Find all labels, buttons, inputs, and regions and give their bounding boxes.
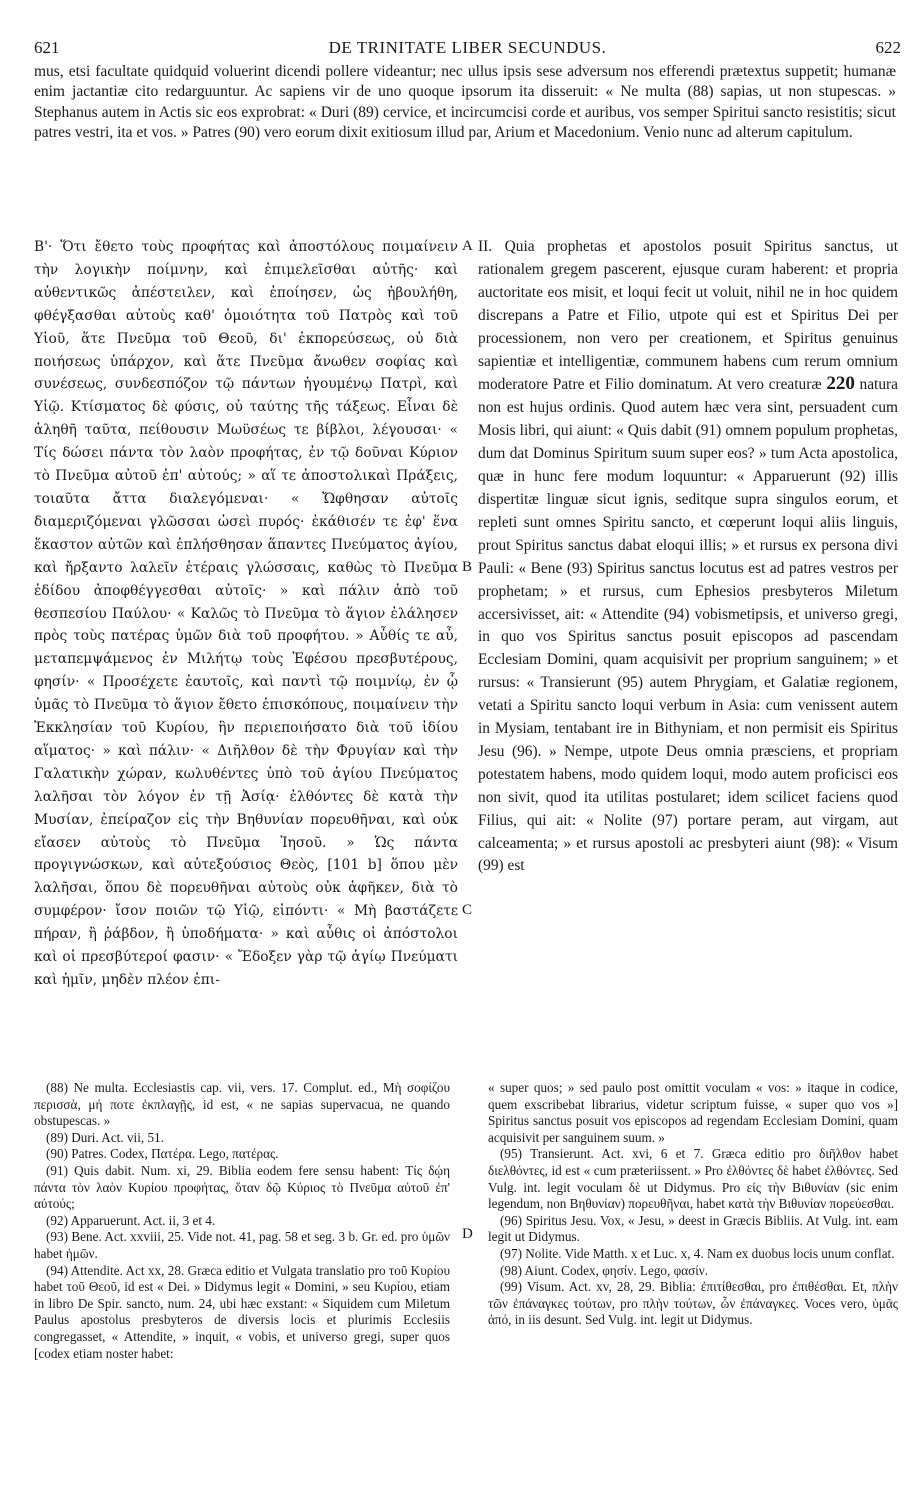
latin-text-part2: natura non est hujus ordinis. Quod autem hæc vera sint, persuadent cum Mosis libri, qui aiunt: « Quis dabit (91) omnem populum prophetas, dum dat Dominus Spiritum suum super eos? » tum Acta apostolica, quæ in hunc fere modum loquuntur: « Apparuerunt (92) illis dispertitæ linguæ sicut ignis, seditque supra singulos eorum, et repleti sunt omnes Spiritu sancto, et cœperunt loqui aliis linguis, prout Spiritus sanctus dabat eloqui illis; » et rursus ex persona divi Pauli: « Bene (93) Spiritus sanctus locutus est ad patres vestros per prophetam; » et rursus, cum Ephesios presbyteros Miletum accersivisset, ait: « Attendite (94) vobismetipsis, et universo gregi, in quo vos Spiritus sanctus posuit episcopos ad pascendam Ecclesiam Domini, quam acquisivit per proprium sanguinem; » et rursus: « Transierunt (95) autem Phrygiam, et Galatiæ regionem, vetati a Spiritu sancto loqui verbum in Asia: cum venissent autem in Mysiam, tentabant ire in Bithyniam, et non permisit eis Spiritus Jesu (96). » Nempe, utpote Deus omnia præsciens, et propriam potestatem habens, modo quidem loqui, modo autem proficisci eos non sivit, quod ita utilitas postularet; idem scilicet faciens quod Filius, qui ait: « Nolite (97) portare peram, aut virgam, aut calceamenta; » et rursus apostoli ac presbyteri aiunt (98): « Visum (99) est xyxy=(478,376,898,875)
latin-text xyxy=(478,236,898,878)
margin-page-number: 220 xyxy=(826,373,855,395)
footnote: (88) Ne multa. Ecclesiastis cap. vii, vers. 17. Complut. ed., Μὴ σοφίζου περισσὰ, μή ποτε ἐκπλαγῇς, id est, « ne sapias supervacua, ne quando obstupescas. » xyxy=(34,1080,450,1129)
running-header xyxy=(34,38,901,60)
running-title: DE TRINITATE LIBER SECUNDUS. xyxy=(328,38,607,57)
footnote: (93) Bene. Act. xxviii, 25. Vide not. 41, pag. 58 et seg. 3 b. Gr. ed. pro ὑμῶν habet ἡμῶν. xyxy=(34,1229,450,1261)
footnotes-right xyxy=(488,1080,898,1329)
section-marker-d: D xyxy=(462,1226,473,1242)
section-marker-a: A xyxy=(462,238,473,254)
footnote: (91) Quis dabit. Num. xi, 29. Biblia eodem fere sensu habent: Τίς δῴη πάντα τὸν λαὸν Κυρίου προφήτας, ὅταν δῷ Κύριος τὸ Πνεῦμα αὐτοῦ ἐπ' αὐτούς; xyxy=(34,1162,450,1212)
footnote: (90) Patres. Codex, Πατέρα. Lego, πατέρας. xyxy=(46,1146,279,1162)
section-marker-b: B xyxy=(462,559,473,575)
page-number-right: 622 xyxy=(875,38,901,57)
greek-text: Β'· Ὅτι ἔθετο τοὺς προφήτας καὶ ἀποστόλους ποιμαίνειν τὴν λογικὴν ποίμνην, καὶ ἐπιμελεῖσθαι αὐτῆς· καὶ αὐθεντικῶς ἀπέστειλεν, καὶ ἐποίησεν, ὡς ἠβουλήθη, φθέγξασθαι αὐτοὺς καθ' ὁμοιότητα τοῦ Πατρὸς καὶ τοῦ Υἱοῦ, ἅτε Πνεῦμα τοῦ Θεοῦ, δι' ἐκπορεύσεως, οὐ διὰ ποιήσεως ὑπάρχον, καὶ ἅτε Πνεῦμα ἄνωθεν σοφίας καὶ συνέσεως, συνδεσπόζον τῷ πάντων ἡγουμένῳ Πατρὶ, καὶ Υἱῷ. Κτίσματος δὲ φύσις, οὐ ταύτης τῆς τάξεως. Εἶναι δὲ ἀληθῆ ταῦτα, πείθουσιν Μωϋσέως τε βίβλοι, λέγουσαι· « Τίς δώσει πάντα τὸν λαὸν προφήτας, ἐν τῷ δοῦναι Κύριον τὸ Πνεῦμα αὐτοῦ ἐπ' αὐτούς; » αἵ τε ἀποστολικαὶ Πράξεις, τοιαῦτα ἄττα διαλεγόμεναι· « Ὤφθησαν αὐτοῖς διαμεριζόμεναι γλῶσσαι ὡσεὶ πυρός· ἐκάθισέν τε ἐφ' ἕνα ἕκαστον αὐτῶν καὶ ἐπλήσθησαν ἅπαντες Πνεύματος ἁγίου, καὶ ἤρξαντο λαλεῖν ἑτέραις γλώσσαις, καθὼς τὸ Πνεῦμα ἐδίδου ἀποφθέγγεσθαι αὐτοῖς· » καὶ πάλιν ἀπὸ τοῦ θεσπεσίου Παύλου· « Καλῶς τὸ Πνεῦμα τὸ ἅγιον ἐλάλησεν πρὸς τοὺς πατέρας ὑμῶν διὰ τοῦ προφήτου. » Αὖθίς τε αὖ, μεταπεμψάμενος ἐν Μιλήτῳ τοὺς Ἐφέσου πρεσβυτέρους, φησίν· « Προσέχετε ἑαυτοῖς, καὶ παντὶ τῷ ποιμνίῳ, ἐν ᾧ ὑμᾶς τὸ Πνεῦμα τὸ ἅγιον ἔθετο ἐπισκόπους, ποιμαίνειν τὴν Ἐκκλησίαν τοῦ Κυρίου, ἣν περιεποιήσατο διὰ τοῦ ἰδίου αἵματος· » καὶ πάλιν· « Διῆλθον δὲ τὴν Φρυγίαν καὶ τὴν Γαλατικὴν χώραν, κωλυθέντες ὑπὸ τοῦ ἁγίου Πνεύματος λαλῆσαι τὸν λόγον ἐν τῇ Ἀσίᾳ· ἐλθόντες δὲ κατὰ τὴν Μυσίαν, ἐπείραζον εἰς τὴν Βηθυνίαν πορευθῆναι, καὶ οὐκ εἴασεν αὐτοὺς τὸ Πνεῦμα Ἰησοῦ. » Ὡς πάντα προγιγνώσκων, καὶ αὐτεξούσιος Θεὸς, [101 b] ὅπου μὲν λαλῆσαι, ὅπου δὲ πορευθῆναι αὐτοὺς οὐκ ἀφῆκεν, διὰ τὸ συμφέρον· ἴσον ποιῶν τῷ Υἱῷ, εἰπόντι· « Μὴ βαστάζετε πήραν, ἢ ῥάβδον, ἢ ὑποδήματα· » καὶ αὖθις οἱ ἀπόστολοι καὶ οἱ πρεσβύτεροί φασιν· « Ἔδοξεν γὰρ τῷ ἁγίῳ Πνεύματι καὶ ἡμῖν, μηδὲν πλέον ἐπι- xyxy=(34,239,458,988)
footnote: (92) Apparuerunt. Act. ii, 3 et 4. xyxy=(46,1212,216,1228)
footnote: (95) Transierunt. Act. xvi, 6 et 7. Græca editio pro διῆλθον habet διελθόντες, id est « cum præteriissent. » Pro ἐλθόντες δὲ habet ἐλθόντες. Sed Vulg. int. legit voculam δὲ ut Didymus. Pro εἰς τὴν Βιθυνίαν (sic enim legendum, non Βηθυνίαν) πορευθῆναι, habet κατὰ τὴν Βιθυνίαν πορεύεσθαι. xyxy=(488,1146,898,1212)
latin-text-part1: II. Quia prophetas et apostolos posuit Spiritus sanctus, ut rationalem gregem pascerent, ejusque curam haberent: et propria auctoritate eos misit, et loqui fecit ut voluit, nihil ne in hoc quidem discrepans a Patre et Filio, utpote qui est et Spiritus Dei per processionem, non vero per creationem, et Spiritus genuinus sapientiæ et intelligentiæ, communem habens cum rerum omnium moderatore Patre et Filio dominatum. At vero creaturæ xyxy=(478,238,898,394)
footnote: (89) Duri. Act. vii, 51. xyxy=(46,1129,164,1145)
footnote-continuation: « super quos; » sed paulo post omittit voculam « vos: » itaque in codice, quem exscribebat librarius, videtur scriptum fuisse, « super quo vos »] Spiritus sanctus posuit vos episcopos ad regendam Ecclesiam Domini, quam acquisivit per sanguinem suum. » xyxy=(488,1080,898,1145)
footnote: (98) Aiunt. Codex, φησίν. Lego, φασίν. xyxy=(500,1262,709,1278)
latin-column xyxy=(478,236,898,878)
footnote: (96) Spiritus Jesu. Vox, « Jesu, » deest in Græcis Bibliis. At Vulg. int. eam legit ut Didymus. xyxy=(488,1212,898,1245)
footnotes-left xyxy=(34,1080,450,1362)
section-marker-c: C xyxy=(462,902,473,918)
page-number-left: 621 xyxy=(34,38,60,57)
footnote: (99) Visum. Act. xv, 28, 29. Biblia: ἐπιτίθεσθαι, pro ἐπιθέσθαι. Et, πλὴν τῶν ἐπάναγκες τούτων, pro πλὴν τούτων, ὧν ἐπάναγκες. Voces vero, ὑμᾶς ἀπό, in iis desunt. Sed Vulg. int. legit ut Didymus. xyxy=(488,1279,898,1328)
greek-column xyxy=(34,236,458,992)
footnote: (94) Attendite. Act xx, 28. Græca editio et Vulgata translatio pro τοῦ Κυρίου habet τοῦ Θεοῦ, id est « Dei. » Didymus legit « Domini, » seu Κυρίου, etiam in libro De Spir. sancto, num. 24, ubi hæc exstant: « Siquidem cum Miletum Paulus apostolus presbyteros de diversis locis et plurimis Ecclesiis congregasset, « Attendite, » inquit, « vobis, et universo gregi, super quos [codex etiam noster habet: xyxy=(34,1262,450,1361)
intro-paragraph: mus, etsi facultate quidquid voluerint dicendi pollere videantur; nec ullus ipsis sese adversum nos efferendi prætextus suppetit; humanæ enim jactantiæ cito redarguuntur. Ac sapiens vir de uno quoque ipsorum ita disseruit: « Ne multa (88) sapias, ut non stupescas. » Stephanus autem in Actis sic eos exprobrat: « Duri (89) cervice, et incircumcisi corde et auribus, vos semper Spiritui sancto resistitis; sicut patres vestri, ita et vos. » Patres (90) vero eorum dixit exitiosum illud par, Arium et Macedonium. Venio nunc ad alterum capitulum. xyxy=(34,63,896,141)
footnote: (97) Nolite. Vide Matth. x et Luc. x, 4. Nam ex duobus locis unum conflat. xyxy=(500,1245,895,1261)
